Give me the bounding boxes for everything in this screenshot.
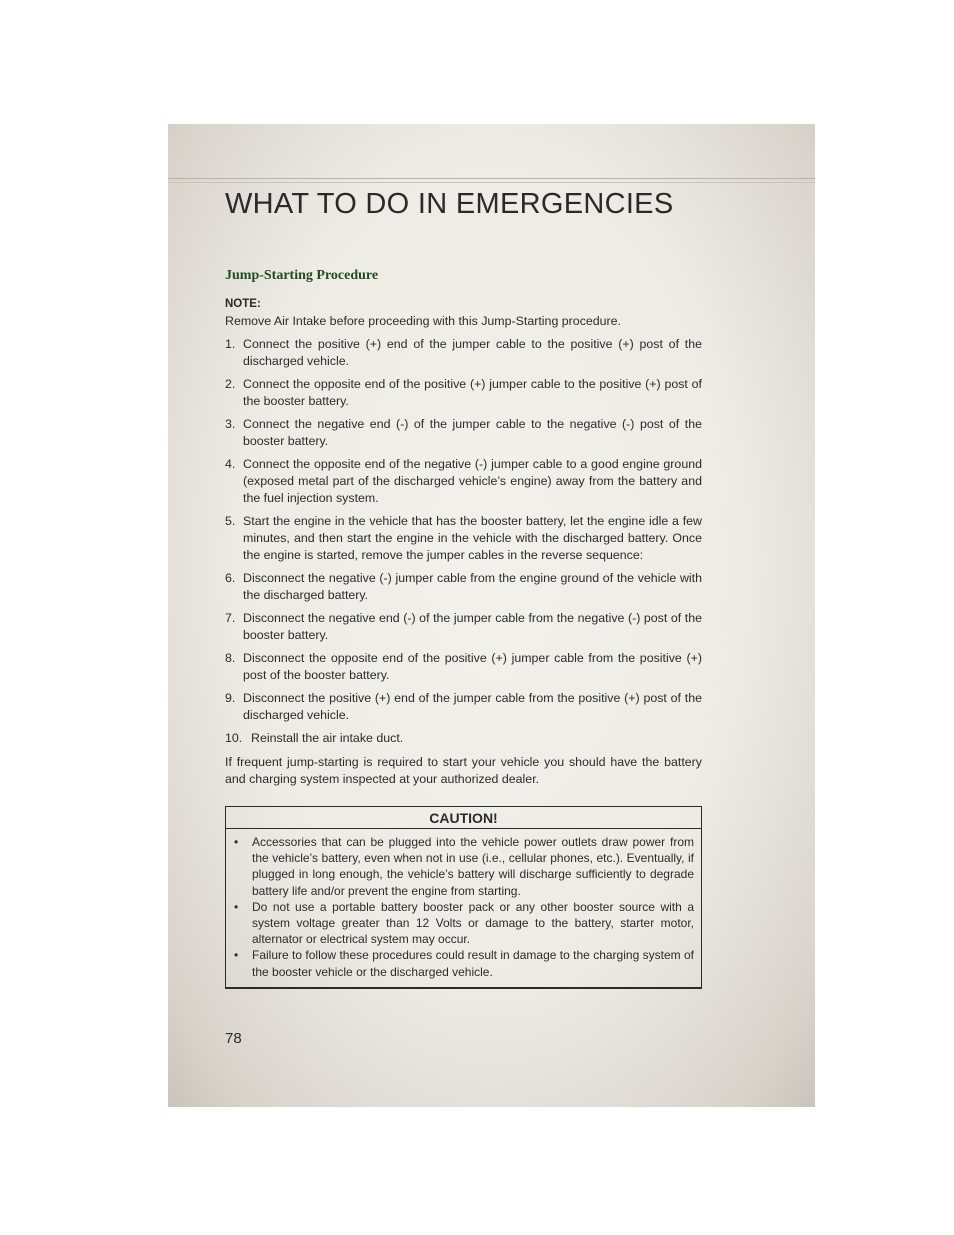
page-number: 78 bbox=[225, 1030, 242, 1047]
step-number: 7. bbox=[225, 611, 236, 625]
step-item bbox=[225, 650, 702, 684]
step-number: 8. bbox=[225, 651, 236, 665]
step-text: Start the engine in the vehicle that has the booster battery, let the engine idle a few minutes, and then start the engine in the vehicle with the discharged battery. Once the engine is started, remove the jumper cables in the reverse sequence: bbox=[243, 514, 702, 562]
step-text: Disconnect the negative end (-) of the jumper cable from the negative (-) post of the booster battery. bbox=[243, 611, 702, 642]
bullet-icon: • bbox=[234, 835, 239, 849]
caution-text: Do not use a portable battery booster pack or any other booster source with a system voltage greater than 12 Volts or damage to the battery, starter motor, alternator or electrical system may occur. bbox=[252, 899, 694, 947]
step-text: Disconnect the negative (-) jumper cable from the engine ground of the vehicle with the discharged battery. bbox=[243, 571, 702, 602]
header-rule bbox=[168, 178, 815, 179]
bullet-icon: • bbox=[234, 948, 239, 963]
note-label: NOTE: bbox=[225, 298, 261, 310]
caution-list bbox=[226, 829, 701, 987]
step-number: 9. bbox=[225, 691, 236, 705]
caution-text: Failure to follow these procedures could result in damage to the charging system of the booster vehicle or the discharged vehicle. bbox=[252, 948, 694, 979]
step-item bbox=[225, 730, 702, 747]
header-rule-secondary bbox=[168, 182, 815, 183]
section-heading: Jump-Starting Procedure bbox=[225, 268, 379, 283]
note-text: Remove Air Intake before proceeding with this Jump-Starting procedure. bbox=[225, 314, 622, 328]
step-number: 5. bbox=[225, 514, 236, 528]
step-text: Disconnect the opposite end of the positive (+) jumper cable from the positive (+) post of the booster battery. bbox=[243, 651, 702, 682]
step-item bbox=[225, 690, 702, 724]
step-text: Connect the positive (+) end of the jumper cable to the positive (+) post of the discharged vehicle. bbox=[243, 337, 702, 368]
step-number: 3. bbox=[225, 417, 236, 431]
step-text: Connect the opposite end of the negative (-) jumper cable to a good engine ground (exposed metal part of the discharged vehicle’s engine) away from the battery and the fuel injection system. bbox=[243, 457, 702, 505]
caution-text: Accessories that can be plugged into the vehicle power outlets draw power from the vehicle’s battery, even when not in use (i.e., cellular phones, etc.). Eventually, if plugged in long enough, the vehicle’s battery will discharge sufficiently to degrade battery life and/or prevent the engine from starting. bbox=[252, 835, 694, 898]
procedure-steps bbox=[225, 336, 702, 747]
step-item bbox=[225, 336, 702, 370]
step-text: Connect the negative end (-) of the jumper cable to the negative (-) post of the booster battery. bbox=[243, 417, 702, 448]
closing-paragraph: If frequent jump-starting is required to start your vehicle you should have the battery and charging system inspected at your authorized dealer. bbox=[225, 755, 702, 786]
page-title: WHAT TO DO IN EMERGENCIES bbox=[225, 188, 674, 220]
step-item bbox=[225, 376, 702, 410]
step-number: 1. bbox=[225, 337, 236, 351]
step-number: 2. bbox=[225, 377, 236, 391]
step-item bbox=[225, 570, 702, 604]
step-number: 4. bbox=[225, 457, 236, 471]
step-item bbox=[225, 610, 702, 644]
step-number: 6. bbox=[225, 571, 236, 585]
step-item bbox=[225, 456, 702, 507]
main-content bbox=[225, 267, 702, 788]
caution-item bbox=[233, 947, 694, 979]
step-text: Reinstall the air intake duct. bbox=[251, 731, 404, 745]
caution-title: CAUTION! bbox=[226, 807, 701, 829]
bullet-icon: • bbox=[234, 899, 239, 914]
caution-item bbox=[233, 834, 694, 899]
step-text: Connect the opposite end of the positive (+) jumper cable to the positive (+) post of the booster battery. bbox=[243, 377, 702, 408]
caution-box bbox=[225, 806, 702, 989]
caution-item bbox=[233, 899, 694, 948]
page-panel bbox=[168, 124, 815, 1107]
step-text: Disconnect the positive (+) end of the jumper cable from the positive (+) post of the discharged vehicle. bbox=[243, 691, 702, 722]
step-item bbox=[225, 416, 702, 450]
step-item bbox=[225, 513, 702, 564]
step-number: 10. bbox=[225, 731, 243, 745]
